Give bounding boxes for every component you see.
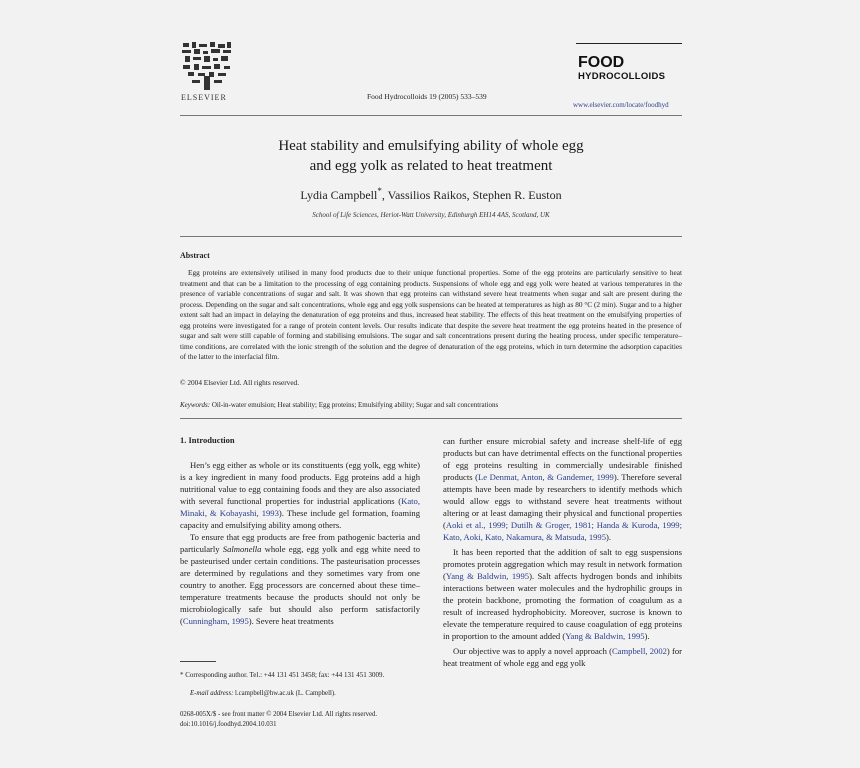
email-footnote bbox=[190, 690, 336, 697]
keywords-text: Oil-in-water emulsion; Heat stability; Egg proteins; Emulsifying ability; Sugar and salt concentrations bbox=[210, 401, 499, 409]
email-label: E-mail address: bbox=[190, 690, 234, 697]
intro-text: can further ensure microbial safety and increase shelf-life of egg products but can have detrimental effects on the functional properties of egg proteins resulting in commercially undesirable finished products ( bbox=[443, 436, 682, 482]
corresponding-author-footnote: * Corresponding author. Tel.: +44 131 451 3458; fax: +44 131 451 3009. bbox=[180, 671, 385, 679]
header-divider bbox=[180, 115, 682, 116]
issn-line: 0268-005X/$ - see front matter © 2004 Elsevier Ltd. All rights reserved. bbox=[180, 711, 378, 718]
salmonella-term: Salmonella bbox=[222, 544, 262, 554]
journal-brand-food: FOOD bbox=[578, 54, 625, 71]
abstract-divider-top bbox=[180, 236, 682, 237]
footnote-rule bbox=[180, 661, 216, 662]
keywords-line bbox=[180, 401, 498, 409]
intro-paragraph-2 bbox=[180, 531, 420, 627]
abstract-divider-bottom bbox=[180, 418, 682, 419]
doi-line[interactable]: doi:10.1016/j.foodhyd.2004.10.031 bbox=[180, 721, 277, 728]
intro-text: ) for heat treatment of whole egg and egg yolk bbox=[443, 646, 683, 668]
author-affiliation: School of Life Sciences, Heriot-Watt University, Edinburgh EH14 4AS, Scotland, UK bbox=[312, 211, 550, 219]
abstract-heading: Abstract bbox=[180, 251, 210, 260]
title-line-2: and egg yolk as related to heat treatment bbox=[309, 158, 553, 174]
intro-text: ). bbox=[644, 631, 650, 641]
abstract-copyright: © 2004 Elsevier Ltd. All rights reserved. bbox=[180, 378, 300, 387]
brand-rule bbox=[576, 43, 682, 44]
corresponding-author-mark[interactable]: * bbox=[377, 186, 382, 196]
keywords-label: Keywords: bbox=[180, 401, 211, 409]
author-corresponding: Lydia Campbell bbox=[300, 188, 378, 202]
title-line-1: Heat stability and emulsifying ability of whole egg bbox=[278, 138, 584, 154]
intro-text: Hen’s egg either as whole or its constituents (egg yolk, egg white) is a key ingredient in many food products. Egg proteins add a high nutritional value to egg containing foods and they are also associated with several functional properties for industrial applications ( bbox=[180, 460, 420, 506]
intro-text: ). bbox=[606, 532, 612, 542]
intro-text: ). Therefore several attempts have been made by researchers to identify methods which would allow eggs to withstand severe heat treatments without altering or at least damaging their physical and functional properties ( bbox=[443, 472, 682, 530]
journal-url-link[interactable]: www.elsevier.com/locate/foodhyd bbox=[573, 101, 669, 109]
intro-text: To ensure that egg products are free from pathogenic bacteria and particularly bbox=[180, 532, 420, 554]
right-column bbox=[443, 435, 682, 669]
elsevier-tree-logo bbox=[180, 40, 234, 100]
citation-link[interactable]: Cunningham, 1995 bbox=[182, 616, 249, 626]
left-column bbox=[180, 459, 420, 627]
intro-paragraph-3 bbox=[443, 546, 682, 642]
intro-text: Our objective was to apply a novel approach ( bbox=[453, 646, 612, 656]
intro-text: whole egg, egg yolk and egg white need to be pasteurised under certain conditions. The pasteurisation processes are determined by regulations and they sometimes vary from one country to another. Egg processors are concerned about these time–temperature treatments because the products should not only be microbiologically safe but should also perform satisfactorily ( bbox=[180, 544, 420, 626]
journal-brand-hydrocolloids: HYDROCOLLOIDS bbox=[578, 71, 666, 82]
intro-paragraph-1 bbox=[180, 459, 420, 531]
email-address[interactable]: l.campbell@hw.ac.uk (L. Campbell). bbox=[233, 690, 336, 697]
intro-paragraph-continued bbox=[443, 435, 682, 543]
section-heading-introduction: 1. Introduction bbox=[180, 435, 235, 445]
citation-link[interactable]: Yang & Baldwin, 1995 bbox=[445, 571, 530, 581]
intro-text: ). Severe heat treatments bbox=[248, 616, 334, 626]
intro-text: ). Salt affects hydrogen bonds and inhibits interactions between water molecules and the hydrophilic groups in the protein backbone, promoting the formation of coagulum as a result of increased hydrophobicity. Moreover, sucrose is known to elevate the temperature required to cause coagulation of egg proteins in proportion to the amount added ( bbox=[443, 571, 682, 641]
abstract-text: Egg proteins are extensively utilised in many food products due to their unique functional properties. Some of the egg proteins are particularly sensitive to heat treatment and that can be a limitation to the processing of egg containing products. Suspensions of whole egg and egg yolk were heated at various temperatures in the presence of variable concentrations of sugar and salt. It was shown that egg proteins can withstand severe heat treatments when sugar and salt are present during the process. Depending on the sugar and salt concentrations, whole egg and egg yolk suspensions can be heated at temperatures as high as 80 °C (2 min). Sugar and to a higher extent salt had an impact in delaying the denaturation of egg proteins and thus, increased heat stability. The effects of this heat treatment on the emulsifying properties of egg proteins were investigated for a range of protein content levels. Our results indicate that despite the severe heat treatment the egg proteins heated in the presence of sugar and salt were still capable of forming and stabilising emulsions. The sugar and salt concentrations present during the heating process, under specific temperature–time conditions, are correlated with the ionic strength of the solution and the degree of denaturation of the egg proteins, which in turn determine the adsorption capacities of the latter to the interfacial film. bbox=[180, 268, 682, 361]
citation-link[interactable]: Campbell, 2002 bbox=[611, 646, 667, 656]
citation-link[interactable]: Kato, Minaki, & Kobayashi, 1993 bbox=[180, 496, 420, 518]
intro-text: ). These include gel formation, foaming capacity and emulsifying ability among others. bbox=[180, 508, 420, 530]
author-list bbox=[180, 186, 682, 203]
intro-text: It has been reported that the addition of salt to egg suspensions promotes protein aggregation which may result in network formation ( bbox=[443, 547, 682, 581]
publisher-name: ELSEVIER bbox=[181, 93, 227, 102]
article-title bbox=[180, 136, 682, 176]
citation-link[interactable]: Yang & Baldwin, 1995 bbox=[565, 631, 645, 641]
author-others: , Vassilios Raikos, Stephen R. Euston bbox=[381, 188, 562, 202]
intro-paragraph-4 bbox=[443, 645, 682, 669]
citation-link[interactable]: Le Denmat, Anton, & Gandemer, 1999 bbox=[478, 472, 614, 482]
citation-link[interactable]: Aoki et al., 1999; Dutilh & Groger, 1981; Handa & Kuroda, 1999; Kato, Aoki, Kato, Nakamura, & Matsuda, 1995 bbox=[443, 520, 682, 542]
journal-reference: Food Hydrocolloids 19 (2005) 533–539 bbox=[367, 92, 487, 101]
issn-and-doi bbox=[180, 710, 440, 730]
